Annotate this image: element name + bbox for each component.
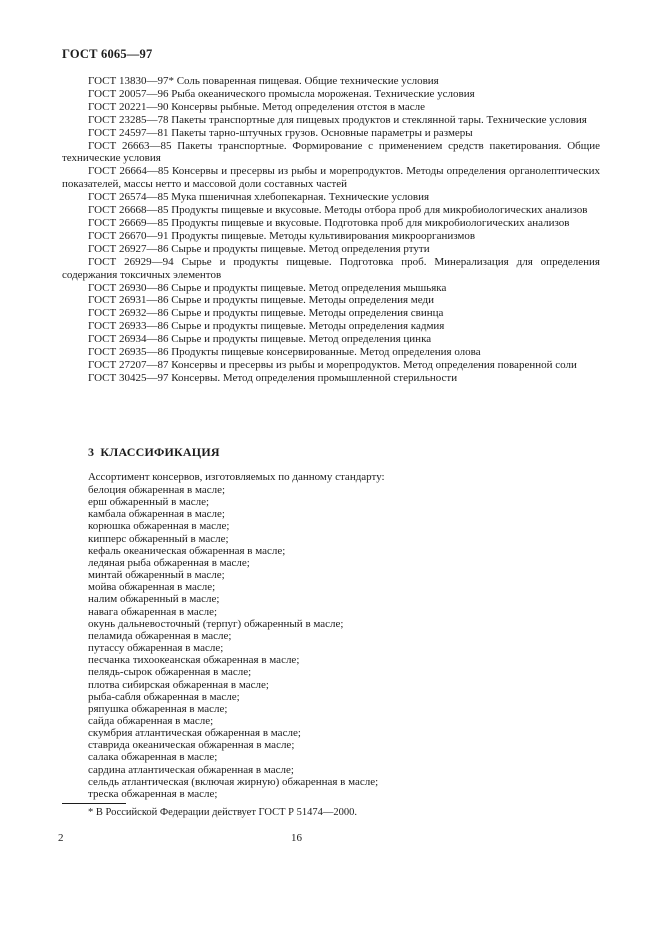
reference-item: ГОСТ 26663—85 Пакеты транспортные. Формирование с применением средств пакетирования. Общие технические условия [62,139,600,165]
doc-code: ГОСТ 6065—97 [62,47,153,61]
reference-item: ГОСТ 20057—96 Рыба океанического промысла мороженая. Технические условия [88,87,475,100]
assortment-item: ледяная рыба обжаренная в масле; [88,556,250,569]
reference-item: ГОСТ 13830—97* Соль поваренная пищевая. Общие технические условия [88,75,439,87]
reference-item: ГОСТ 20221—90 Консервы рыбные. Метод определения отстоя в масле [88,100,425,113]
assortment-item: салака обжаренная в масле; [88,751,218,764]
reference-item: ГОСТ 26935—86 Продукты пищевые консервированные. Метод определения олова [88,346,481,359]
references-list [62,75,600,385]
assortment-item: песчанка тихоокеанская обжаренная в масле; [88,654,300,667]
assortment-item: мойва обжаренная в масле; [88,581,216,594]
assortment-list [88,484,600,800]
reference-item: ГОСТ 26669—85 Продукты пищевые и вкусовые. Подготовка проб для микробиологических анализов [88,216,570,229]
assortment-item: ряпушка обжаренная в масле; [88,702,228,715]
assortment-item: налим обжаренный в масле; [88,593,220,606]
assortment-item: скумбрия атлантическая обжаренная в масле; [88,727,301,740]
reference-item: ГОСТ 27207—87 Консервы и пресервы из рыбы и морепродуктов. Метод определения поваренной соли [88,358,577,371]
assortment-item: ставрида океаническая обжаренная в масле; [88,739,295,752]
reference-item: ГОСТ 26931—86 Сырье и продукты пищевые. Методы определения меди [88,294,434,307]
reference-item: ГОСТ 26933—86 Сырье и продукты пищевые. Методы определения кадмия [88,320,445,333]
reference-item: ГОСТ 26932—86 Сырье и продукты пищевые. Методы определения свинца [88,307,444,320]
reference-item: ГОСТ 26930—86 Сырье и продукты пищевые. Метод определения мышьяка [88,281,447,294]
assortment-item: корюшка обжаренная в масле; [88,520,230,533]
reference-item: ГОСТ 23285—78 Пакеты транспортные для пищевых продуктов и стеклянной тары. Технические условия [88,113,587,126]
assortment-item: камбала обжаренная в масле; [88,508,225,521]
assortment-item: пеламида обжаренная в масле; [88,629,232,642]
reference-item: ГОСТ 26934—86 Сырье и продукты пищевые. Метод определения цинка [88,333,432,346]
assortment-intro: Ассортимент консервов, изготовляемых по данному стандарту: [88,471,385,483]
reference-item: ГОСТ 26929—94 Сырье и продукты пищевые. Подготовка проб. Минерализация для определения содержания токсичных элементов [62,255,600,281]
page-number-book: 16 [291,832,302,844]
reference-item: ГОСТ 30425—97 Консервы. Метод определения промышленной стерильности [88,371,458,384]
reference-item: ГОСТ 26574—85 Мука пшеничная хлебопекарная. Технические условия [88,191,430,204]
assortment-item: путассу обжаренная в масле; [88,642,224,655]
reference-item: ГОСТ 26664—85 Консервы и пресервы из рыбы и морепродуктов. Методы определения органолептических показателей, массы нетто и массовой доли составных частей [62,165,600,191]
assortment-item: сардина атлантическая обжаренная в масле; [88,763,294,776]
assortment-item: рыба-сабля обжаренная в масле; [88,690,240,703]
section-heading: 3 КЛАССИФИКАЦИЯ [88,445,220,459]
assortment-item: ерш обжаренный в масле; [88,496,210,509]
reference-item: ГОСТ 26670—91 Продукты пищевые. Методы культивирования микроорганизмов [88,229,476,242]
assortment-item: пелядь-сырок обжаренная в масле; [88,666,252,679]
assortment-item: плотва сибирская обжаренная в масле; [88,678,269,691]
page-number-standard: 2 [58,832,64,844]
footnote-text: * В Российской Федерации действует ГОСТ Р 51474—2000. [88,807,357,818]
assortment-item: сайда обжаренная в масле; [88,714,214,727]
assortment-item: навага обжаренная в масле; [88,605,218,618]
assortment-item: кипперс обжаренный в масле; [88,532,229,545]
reference-item: ГОСТ 24597—81 Пакеты тарно-штучных грузов. Основные параметры и размеры [88,126,473,139]
assortment-item: сельдь атлантическая (включая жирную) обжаренная в масле; [88,775,379,788]
assortment-item: белоция обжаренная в масле; [88,484,226,496]
assortment-item: кефаль океаническая обжаренная в масле; [88,544,286,557]
reference-item: ГОСТ 26668—85 Продукты пищевые и вкусовые. Методы отбора проб для микробиологических анализов [88,204,588,217]
reference-item: ГОСТ 26927—86 Сырье и продукты пищевые. Метод определения ртути [88,242,430,255]
assortment-item: окунь дальневосточный (терпуг) обжаренный в масле; [88,617,344,630]
assortment-item: минтай обжаренный в масле; [88,569,225,582]
assortment-item: треска обжаренная в масле; [88,787,218,800]
footnote-rule [62,803,126,804]
